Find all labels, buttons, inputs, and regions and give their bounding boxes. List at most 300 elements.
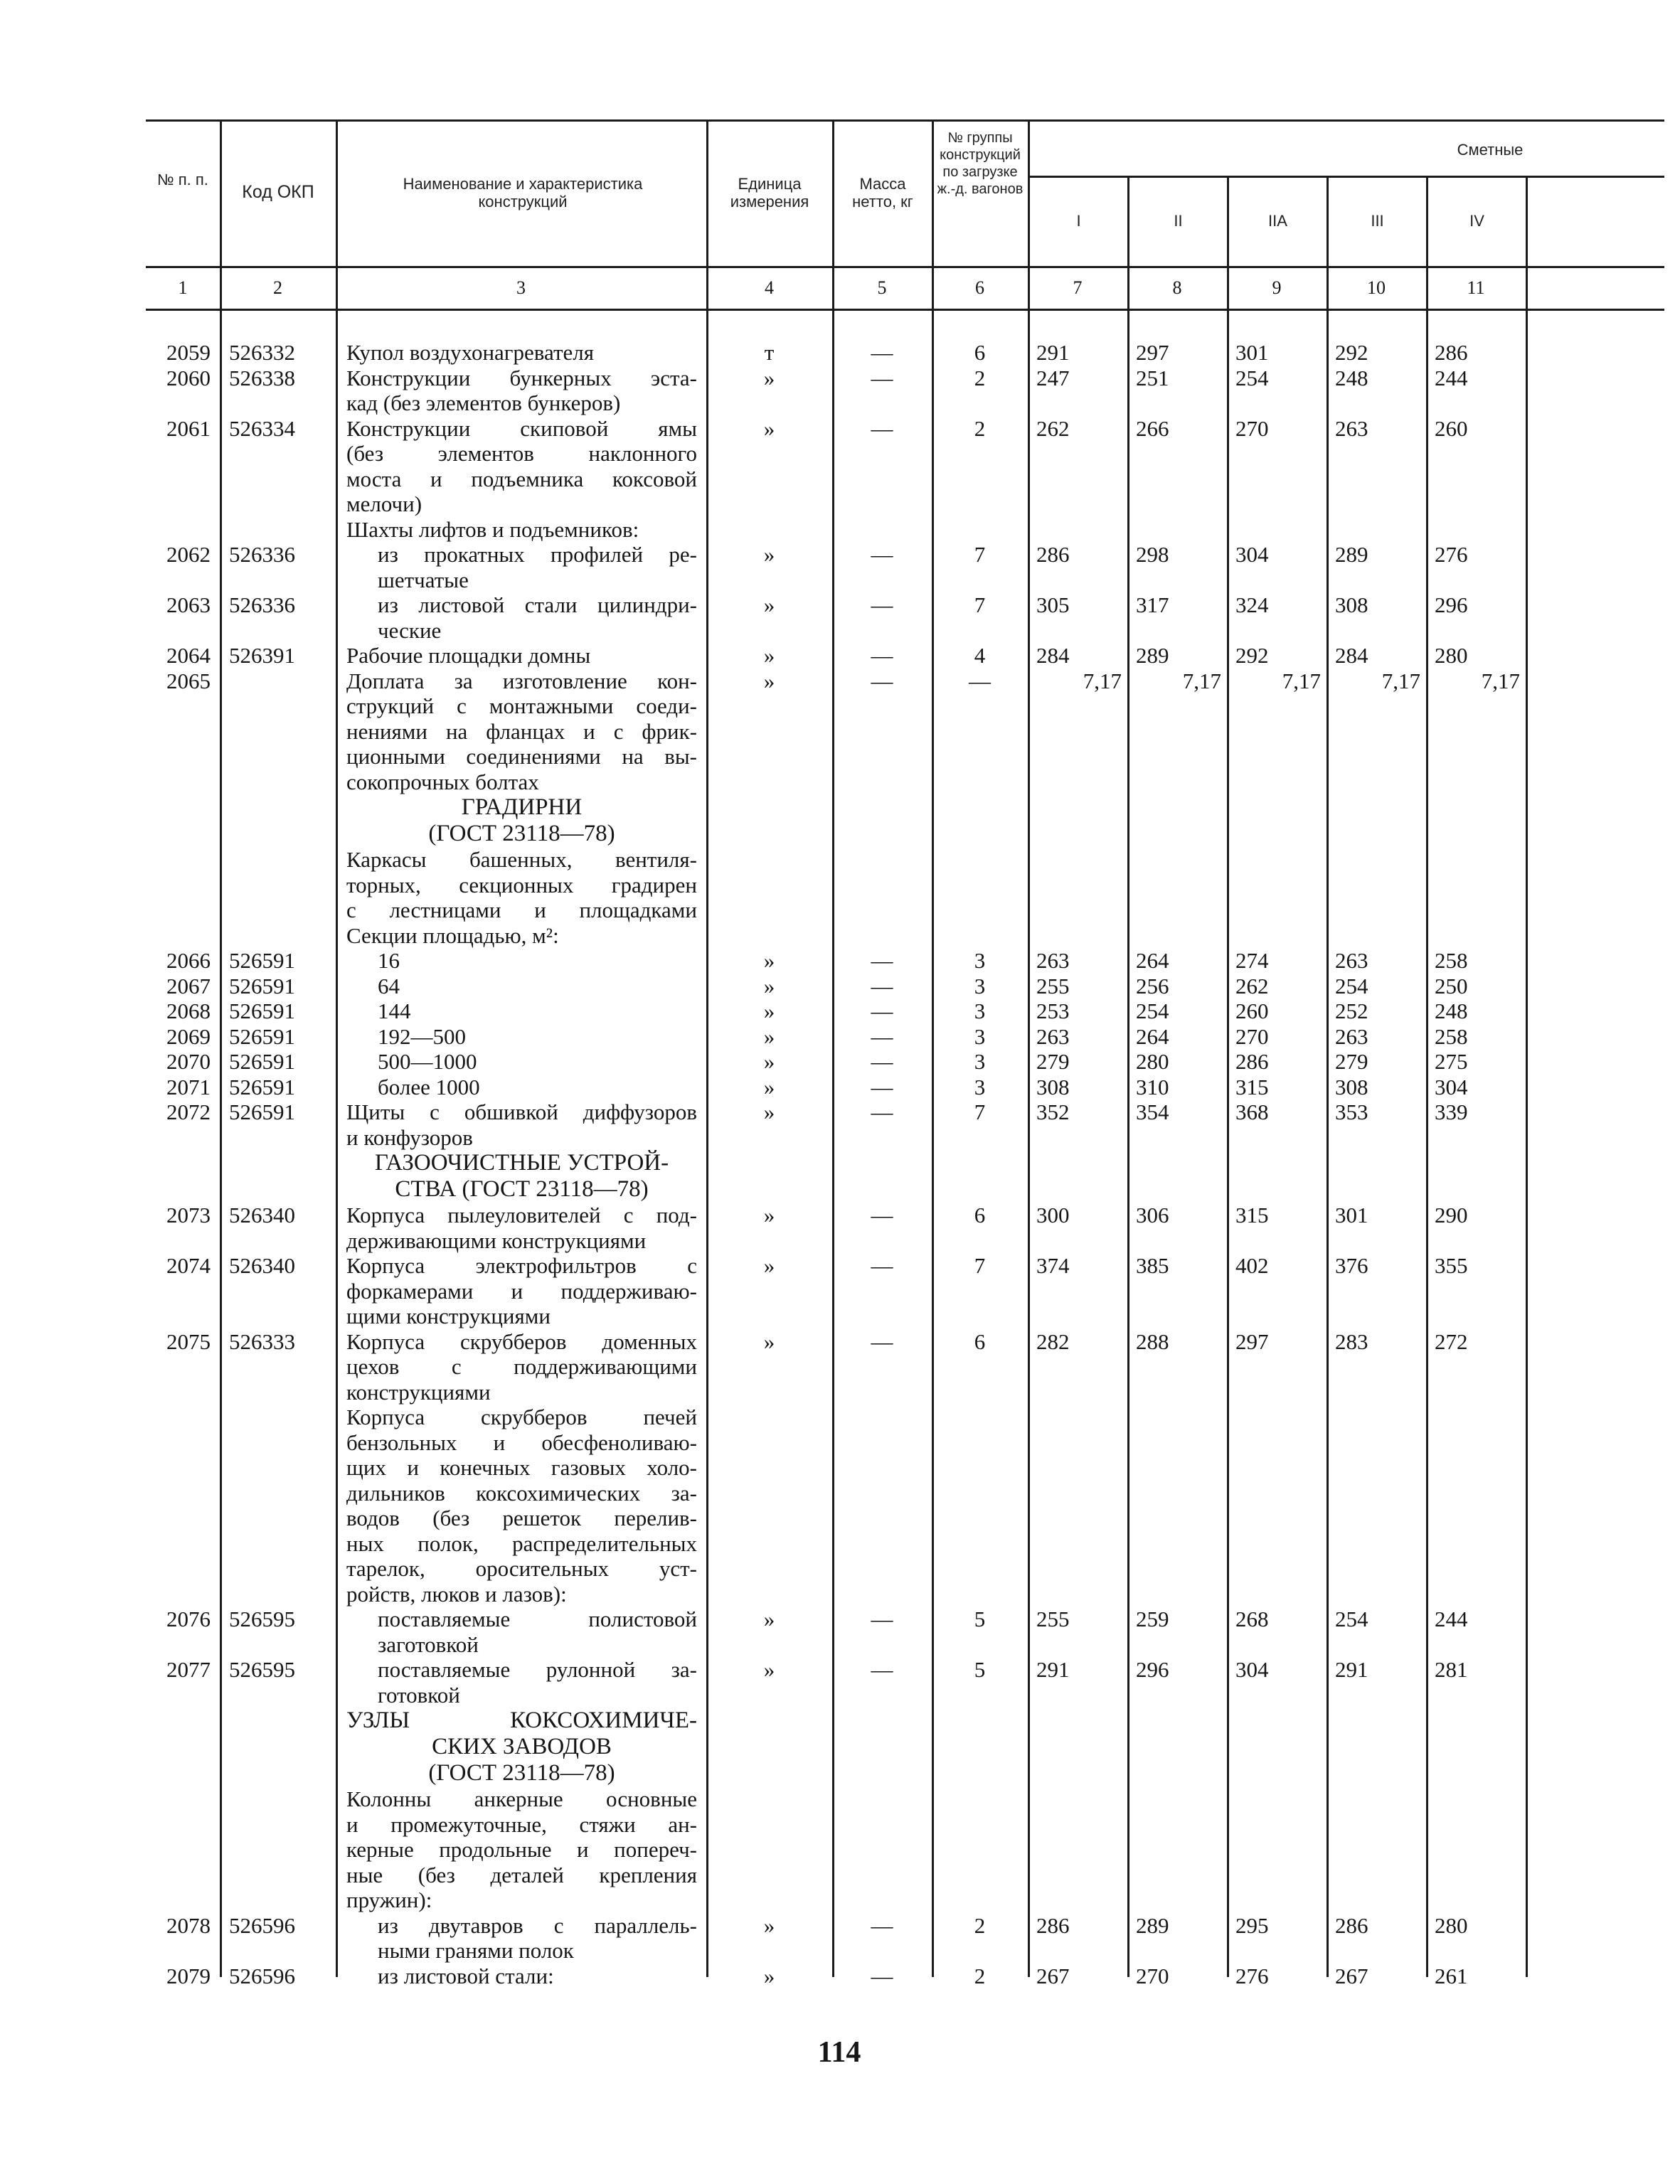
okp-code: 526336 bbox=[229, 542, 295, 567]
col-rule bbox=[336, 119, 338, 1977]
zone-price-2: 296 bbox=[1136, 1657, 1169, 1682]
row-number: 2079 bbox=[166, 1963, 211, 1988]
load-group: 2 bbox=[974, 1912, 986, 1938]
zone-price-1: 262 bbox=[1036, 415, 1070, 441]
zone-price-3: 368 bbox=[1235, 1099, 1269, 1124]
okp-code: 526332 bbox=[229, 340, 295, 365]
item-name-line: ройств, люков и лазов): bbox=[346, 1581, 567, 1607]
item-name bbox=[346, 1657, 697, 1708]
load-group: 7 bbox=[974, 1253, 986, 1278]
item-name-line: бензольных и обесфеноливаю- bbox=[346, 1429, 697, 1455]
item-name-line: 192—500 bbox=[378, 1023, 466, 1049]
zone-price-4: 248 bbox=[1335, 365, 1368, 390]
zone-price-5: 296 bbox=[1435, 592, 1468, 617]
item-name-line: Конструкции бункерных эста- bbox=[346, 365, 697, 390]
okp-code: 526591 bbox=[229, 998, 295, 1023]
zone-price-4: 308 bbox=[1335, 1074, 1368, 1099]
net-mass: — bbox=[871, 1023, 893, 1049]
zone-price-5: 286 bbox=[1435, 340, 1468, 365]
zone-price-1: 300 bbox=[1036, 1203, 1070, 1227]
col-rule bbox=[1327, 176, 1329, 1977]
unit-of-measure: » bbox=[763, 1607, 775, 1631]
zone-price-3: 292 bbox=[1235, 643, 1269, 668]
zone-price-4: 254 bbox=[1335, 973, 1368, 998]
section-heading-line: (ГОСТ 23118—78) bbox=[428, 1760, 615, 1786]
item-name-line: из двутавров с параллель- bbox=[378, 1912, 697, 1938]
col-rule bbox=[1028, 119, 1030, 1977]
net-mass: — bbox=[871, 998, 893, 1023]
zone-price-3: 274 bbox=[1235, 948, 1269, 973]
okp-code: 526333 bbox=[229, 1328, 295, 1354]
zone-price-3: 315 bbox=[1235, 1074, 1269, 1099]
unit-of-measure: » bbox=[763, 948, 775, 973]
zone-price-3: 276 bbox=[1235, 1963, 1269, 1988]
colnum: 10 bbox=[1367, 277, 1386, 298]
net-mass: — bbox=[871, 1099, 893, 1124]
item-name-line: щими конструкциями bbox=[346, 1304, 551, 1328]
colnum-bottom-rule bbox=[146, 309, 1664, 311]
row-number: 2071 bbox=[166, 1074, 211, 1099]
zone-price-3: 295 bbox=[1235, 1912, 1269, 1938]
zone-price-5: 248 bbox=[1435, 998, 1468, 1023]
row-number: 2065 bbox=[166, 668, 211, 693]
col-rule bbox=[1227, 176, 1229, 1977]
net-mass: — bbox=[871, 1074, 893, 1099]
col-rule bbox=[1426, 176, 1428, 1977]
item-name-line: Щиты с обшивкой диффузоров bbox=[346, 1099, 697, 1124]
zone-price-1: 279 bbox=[1036, 1049, 1070, 1074]
okp-code: 526595 bbox=[229, 1657, 295, 1682]
zone-price-2: 298 bbox=[1136, 542, 1169, 567]
zone-price-5: 304 bbox=[1435, 1074, 1468, 1099]
zone-price-3: 324 bbox=[1235, 592, 1269, 617]
header-bottom-rule bbox=[146, 266, 1664, 268]
row-number: 2067 bbox=[166, 973, 211, 998]
item-name-line: с лестницами и площадками bbox=[346, 897, 697, 922]
okp-code: 526591 bbox=[229, 1023, 295, 1049]
load-group: 2 bbox=[974, 1963, 986, 1988]
okp-code: 526596 bbox=[229, 1963, 295, 1988]
unit-of-measure: » bbox=[763, 1099, 775, 1124]
item-name-line: и конфузоров bbox=[346, 1124, 473, 1150]
section-heading bbox=[346, 794, 697, 847]
item-name-line: кад (без элементов бункеров) bbox=[346, 390, 621, 415]
zone-price-1: 253 bbox=[1036, 998, 1070, 1023]
zone-price-2: 288 bbox=[1136, 1328, 1169, 1354]
zone-price-2: 317 bbox=[1136, 592, 1169, 617]
load-group: 3 bbox=[974, 948, 986, 973]
item-name bbox=[346, 643, 697, 668]
zone-price-4: 292 bbox=[1335, 340, 1368, 365]
item-name-line: ных полок, распределительных bbox=[346, 1530, 697, 1556]
header-smetnye: Сметные bbox=[1457, 141, 1524, 159]
row-number: 2074 bbox=[166, 1253, 211, 1278]
item-name-line: Корпуса скрубберов печей bbox=[346, 1405, 697, 1429]
okp-code: 526591 bbox=[229, 948, 295, 973]
okp-code: 526338 bbox=[229, 365, 295, 390]
zone-price-4: 286 bbox=[1335, 1912, 1368, 1938]
load-group: 7 bbox=[974, 542, 986, 567]
zone-price-2: 264 bbox=[1136, 948, 1169, 973]
zone-price-2: 254 bbox=[1136, 998, 1169, 1023]
item-name-line: пружин): bbox=[346, 1887, 432, 1912]
net-mass: — bbox=[871, 340, 893, 365]
item-name-line: конструкциями bbox=[346, 1379, 491, 1405]
zone-price-5: 250 bbox=[1435, 973, 1468, 998]
item-name-line: держивающими конструкциями bbox=[346, 1227, 647, 1253]
zone-price-1: 255 bbox=[1036, 973, 1070, 998]
okp-code: 526591 bbox=[229, 1074, 295, 1099]
row-number: 2068 bbox=[166, 998, 211, 1023]
item-name-line: тарелок, оросительных уст- bbox=[346, 1556, 697, 1581]
colnum: 8 bbox=[1172, 277, 1182, 298]
zone-price-4: 279 bbox=[1335, 1049, 1368, 1074]
page-number: 114 bbox=[817, 2036, 861, 2069]
item-name bbox=[346, 517, 697, 543]
item-name bbox=[346, 1203, 697, 1253]
zone-price-3: 402 bbox=[1235, 1253, 1269, 1278]
unit-of-measure: » bbox=[763, 1963, 775, 1988]
colnum: 4 bbox=[765, 277, 774, 298]
item-name bbox=[346, 948, 697, 974]
item-name bbox=[346, 847, 697, 948]
zone-price-3: 270 bbox=[1235, 415, 1269, 441]
unit-of-measure: » bbox=[763, 1203, 775, 1227]
item-name-line: из листовой стали: bbox=[378, 1963, 554, 1988]
item-name bbox=[346, 1964, 697, 1989]
item-name-line: Каркасы башенных, вентиля- bbox=[346, 847, 697, 872]
row-number: 2069 bbox=[166, 1023, 211, 1049]
unit-of-measure: » bbox=[763, 668, 775, 693]
item-name-line: Доплата за изготовление кон- bbox=[346, 668, 697, 693]
row-number: 2070 bbox=[166, 1049, 211, 1074]
item-name-line: шетчатые bbox=[378, 567, 469, 592]
zone-price-4: 263 bbox=[1335, 1023, 1368, 1049]
zone-price-1: 282 bbox=[1036, 1328, 1070, 1354]
item-name-line: Корпуса электрофильтров с bbox=[346, 1253, 697, 1278]
zone-price-1: 284 bbox=[1036, 643, 1070, 668]
item-name-line: готовкой bbox=[378, 1682, 460, 1708]
zone-price-3: 315 bbox=[1235, 1203, 1269, 1227]
header-num: № п. п. bbox=[157, 171, 208, 188]
unit-of-measure: » bbox=[763, 1328, 775, 1354]
row-number: 2060 bbox=[166, 365, 211, 390]
zone-price-2: 289 bbox=[1136, 1912, 1169, 1938]
item-name-line: ные (без деталей крепления bbox=[346, 1862, 697, 1887]
zone-price-2: 251 bbox=[1136, 365, 1169, 390]
zone-price-1: 291 bbox=[1036, 340, 1070, 365]
zone-price-4: 252 bbox=[1335, 998, 1368, 1023]
item-name-line: водов (без решеток перелив- bbox=[346, 1506, 697, 1530]
item-name-line: ческие bbox=[378, 617, 442, 643]
zone-price-5: 290 bbox=[1435, 1203, 1468, 1227]
zone-price-5: 244 bbox=[1435, 365, 1468, 390]
item-name-line: поставляемые рулонной за- bbox=[378, 1657, 697, 1682]
zone-price-5: 258 bbox=[1435, 1023, 1468, 1049]
zone-price-3: 304 bbox=[1235, 1657, 1269, 1682]
load-group: 2 bbox=[974, 365, 986, 390]
okp-code: 526591 bbox=[229, 973, 295, 998]
row-number: 2073 bbox=[166, 1203, 211, 1227]
zone-price-1: 263 bbox=[1036, 1023, 1070, 1049]
smetnye-rule bbox=[1028, 176, 1664, 178]
item-name-line: и промежуточные, стяжи ан- bbox=[346, 1811, 697, 1837]
row-number: 2059 bbox=[166, 340, 211, 365]
zone-price-1: 267 bbox=[1036, 1963, 1070, 1988]
zone-price-3: 262 bbox=[1235, 973, 1269, 998]
item-name-line: мелочи) bbox=[346, 491, 422, 516]
colnum: 11 bbox=[1467, 277, 1485, 298]
item-name-line: ными гранями полок bbox=[378, 1938, 574, 1963]
item-name-line: щих и конечных газовых холо- bbox=[346, 1455, 697, 1480]
table-top-rule bbox=[146, 119, 1664, 122]
item-name-line: Конструкции скиповой ямы bbox=[346, 415, 697, 441]
okp-code: 526340 bbox=[229, 1203, 295, 1227]
zone-price-4: 376 bbox=[1335, 1253, 1368, 1278]
zone-price-5: 355 bbox=[1435, 1253, 1468, 1278]
zone-price-5: 261 bbox=[1435, 1963, 1468, 1988]
zone-price-5: 258 bbox=[1435, 948, 1468, 973]
unit-of-measure: » bbox=[763, 1049, 775, 1074]
zone-price-4: 283 bbox=[1335, 1328, 1368, 1354]
row-number: 2062 bbox=[166, 542, 211, 567]
net-mass: — bbox=[871, 1963, 893, 1988]
okp-code: 526391 bbox=[229, 643, 295, 668]
item-name-line: Купол воздухонагревателя bbox=[346, 340, 594, 365]
header-mass: Масса нетто, кг bbox=[852, 175, 913, 211]
row-number: 2072 bbox=[166, 1099, 211, 1124]
load-group: 3 bbox=[974, 1023, 986, 1049]
item-name bbox=[346, 416, 697, 517]
row-number: 2075 bbox=[166, 1328, 211, 1354]
item-name-line: поставляемые полистовой bbox=[378, 1607, 697, 1631]
zone-price-1: 255 bbox=[1036, 1607, 1070, 1631]
unit-of-measure: » bbox=[763, 1657, 775, 1682]
load-group: 5 bbox=[974, 1657, 986, 1682]
item-name-line: торных, секционных градирен bbox=[346, 872, 697, 897]
colnum: 6 bbox=[975, 277, 984, 298]
load-group: 3 bbox=[974, 1049, 986, 1074]
item-name bbox=[346, 1253, 697, 1329]
zone-price-2: 256 bbox=[1136, 973, 1169, 998]
item-name-line: керные продольные и попереч- bbox=[346, 1837, 697, 1862]
item-name-line: нениями на фланцах и с фрик- bbox=[346, 718, 697, 744]
net-mass: — bbox=[871, 1203, 893, 1227]
item-name-line: струкций с монтажными соеди- bbox=[346, 693, 697, 718]
item-name bbox=[346, 1786, 697, 1913]
row-number: 2061 bbox=[166, 415, 211, 441]
row-number: 2063 bbox=[166, 592, 211, 617]
net-mass: — bbox=[871, 1607, 893, 1631]
item-name-line: более 1000 bbox=[378, 1074, 480, 1099]
item-name-line: 64 bbox=[378, 973, 400, 998]
zone-price-4: 289 bbox=[1335, 542, 1368, 567]
zone-price-2: 266 bbox=[1136, 415, 1169, 441]
zone-price-1: 286 bbox=[1036, 542, 1070, 567]
net-mass: — bbox=[871, 415, 893, 441]
zone-price-1: 286 bbox=[1036, 1912, 1070, 1938]
unit-of-measure: » bbox=[763, 973, 775, 998]
okp-code: 526334 bbox=[229, 415, 295, 441]
section-heading bbox=[346, 1150, 697, 1203]
unit-of-measure: » bbox=[763, 1074, 775, 1099]
net-mass: — bbox=[871, 643, 893, 668]
load-group: 3 bbox=[974, 1074, 986, 1099]
item-name-line: из прокатных профилей ре- bbox=[378, 542, 697, 567]
col-rule bbox=[220, 119, 222, 1977]
item-name bbox=[346, 1913, 697, 1964]
load-group: 3 bbox=[974, 998, 986, 1023]
zone-price-1: 352 bbox=[1036, 1099, 1070, 1124]
zone-price-3: 286 bbox=[1235, 1049, 1269, 1074]
header-zone-1: I bbox=[1076, 212, 1081, 230]
zone-price-4: 353 bbox=[1335, 1099, 1368, 1124]
colnum: 1 bbox=[178, 277, 188, 298]
zone-price-4: 301 bbox=[1335, 1203, 1368, 1227]
zone-price-1: 291 bbox=[1036, 1657, 1070, 1682]
item-name-line: Шахты лифтов и подъемников: bbox=[346, 516, 639, 542]
item-name bbox=[346, 592, 697, 643]
zone-price-4: 7,17 bbox=[1381, 668, 1420, 693]
zone-price-1: 374 bbox=[1036, 1253, 1070, 1278]
zone-price-3: 301 bbox=[1235, 340, 1269, 365]
zone-price-5: 339 bbox=[1435, 1099, 1468, 1124]
item-name-line: Корпуса скрубберов доменных bbox=[346, 1328, 697, 1354]
item-name-line: форкамерами и поддерживаю- bbox=[346, 1278, 697, 1304]
item-name-line: дильников коксохимических за- bbox=[346, 1480, 697, 1506]
zone-price-3: 304 bbox=[1235, 542, 1269, 567]
unit-of-measure: » bbox=[763, 415, 775, 441]
item-name-line: сокопрочных болтах bbox=[346, 769, 539, 794]
unit-of-measure: » bbox=[763, 998, 775, 1023]
net-mass: — bbox=[871, 365, 893, 390]
row-number: 2076 bbox=[166, 1607, 211, 1631]
okp-code: 526595 bbox=[229, 1607, 295, 1631]
load-group: 6 bbox=[974, 1203, 986, 1227]
zone-price-1: 7,17 bbox=[1083, 668, 1122, 693]
zone-price-2: 297 bbox=[1136, 340, 1169, 365]
header-zone-4: III bbox=[1371, 212, 1384, 230]
item-name-line: моста и подъемника коксовой bbox=[346, 466, 697, 491]
colnum: 5 bbox=[877, 277, 887, 298]
okp-code: 526596 bbox=[229, 1912, 295, 1938]
item-name bbox=[346, 1024, 697, 1050]
section-heading-line: УЗЛЫ КОКСОХИМИЧЕ- bbox=[346, 1708, 697, 1733]
row-number: 2077 bbox=[166, 1657, 211, 1682]
zone-price-3: 268 bbox=[1235, 1607, 1269, 1631]
zone-price-3: 260 bbox=[1235, 998, 1269, 1023]
zone-price-4: 254 bbox=[1335, 1607, 1368, 1631]
section-heading-line: (ГОСТ 23118—78) bbox=[428, 821, 615, 846]
col-rule bbox=[1127, 176, 1129, 1977]
zone-price-5: 281 bbox=[1435, 1657, 1468, 1682]
okp-code: 526340 bbox=[229, 1253, 295, 1278]
colnum: 9 bbox=[1272, 277, 1282, 298]
zone-price-1: 263 bbox=[1036, 948, 1070, 973]
item-name bbox=[346, 1405, 697, 1607]
item-name bbox=[346, 1049, 697, 1075]
zone-price-4: 263 bbox=[1335, 415, 1368, 441]
colnum: 2 bbox=[273, 277, 282, 298]
item-name-line: Колонны анкерные основные bbox=[346, 1786, 697, 1811]
item-name bbox=[346, 1607, 697, 1657]
zone-price-5: 260 bbox=[1435, 415, 1468, 441]
section-heading-line: СКИХ ЗАВОДОВ bbox=[432, 1734, 612, 1759]
okp-code: 526591 bbox=[229, 1049, 295, 1074]
item-name bbox=[346, 974, 697, 999]
item-name-line: из листовой стали цилиндри- bbox=[378, 592, 697, 617]
zone-price-1: 305 bbox=[1036, 592, 1070, 617]
item-name-line: ционными соединениями на вы- bbox=[346, 744, 697, 769]
item-name bbox=[346, 1099, 697, 1150]
load-group: 4 bbox=[974, 643, 986, 668]
colnum: 3 bbox=[516, 277, 526, 298]
item-name bbox=[346, 998, 697, 1024]
zone-price-4: 308 bbox=[1335, 592, 1368, 617]
load-group: 3 bbox=[974, 973, 986, 998]
header-zone-5: IV bbox=[1469, 212, 1484, 230]
zone-price-2: 270 bbox=[1136, 1963, 1169, 1988]
item-name-line: Корпуса пылеуловителей с под- bbox=[346, 1203, 697, 1227]
zone-price-5: 280 bbox=[1435, 1912, 1468, 1938]
unit-of-measure: » bbox=[763, 592, 775, 617]
item-name bbox=[346, 1075, 697, 1100]
zone-price-3: 297 bbox=[1235, 1328, 1269, 1354]
row-number: 2078 bbox=[166, 1912, 211, 1938]
section-heading-line: ГАЗООЧИСТНЫЕ УСТРОЙ- bbox=[374, 1150, 669, 1176]
zone-price-2: 354 bbox=[1136, 1099, 1169, 1124]
unit-of-measure: » bbox=[763, 1253, 775, 1278]
zone-price-4: 284 bbox=[1335, 643, 1368, 668]
load-group: 5 bbox=[974, 1607, 986, 1631]
net-mass: — bbox=[871, 1328, 893, 1354]
zone-price-3: 270 bbox=[1235, 1023, 1269, 1049]
section-heading-line: ГРАДИРНИ bbox=[461, 794, 583, 820]
unit-of-measure: т bbox=[764, 340, 775, 365]
zone-price-4: 291 bbox=[1335, 1657, 1368, 1682]
colnum: 7 bbox=[1073, 277, 1083, 298]
header-unit: Единица измерения bbox=[730, 175, 809, 211]
header-name: Наименование и характеристика конструкций bbox=[403, 175, 643, 211]
section-heading bbox=[346, 1708, 697, 1786]
zone-price-1: 308 bbox=[1036, 1074, 1070, 1099]
load-group: — bbox=[969, 668, 991, 693]
net-mass: — bbox=[871, 592, 893, 617]
zone-price-2: 280 bbox=[1136, 1049, 1169, 1074]
load-group: 7 bbox=[974, 1099, 986, 1124]
row-number: 2066 bbox=[166, 948, 211, 973]
header-zone-3: IIА bbox=[1268, 212, 1287, 230]
zone-price-5: 280 bbox=[1435, 643, 1468, 668]
net-mass: — bbox=[871, 1657, 893, 1682]
item-name bbox=[346, 340, 697, 366]
zone-price-5: 7,17 bbox=[1481, 668, 1520, 693]
header-okp: Код ОКП bbox=[242, 182, 314, 202]
net-mass: — bbox=[871, 1049, 893, 1074]
net-mass: — bbox=[871, 542, 893, 567]
net-mass: — bbox=[871, 668, 893, 693]
zone-price-2: 306 bbox=[1136, 1203, 1169, 1227]
okp-code: 526591 bbox=[229, 1099, 295, 1124]
item-name bbox=[346, 1329, 697, 1405]
item-name-line: 144 bbox=[378, 998, 411, 1023]
section-heading-line: СТВА (ГОСТ 23118—78) bbox=[395, 1176, 649, 1202]
zone-price-2: 289 bbox=[1136, 643, 1169, 668]
zone-price-1: 247 bbox=[1036, 365, 1070, 390]
unit-of-measure: » bbox=[763, 643, 775, 668]
header-group: № группы конструкций по загрузке ж.-д. вагонов bbox=[937, 130, 1024, 197]
zone-price-5: 244 bbox=[1435, 1607, 1468, 1631]
